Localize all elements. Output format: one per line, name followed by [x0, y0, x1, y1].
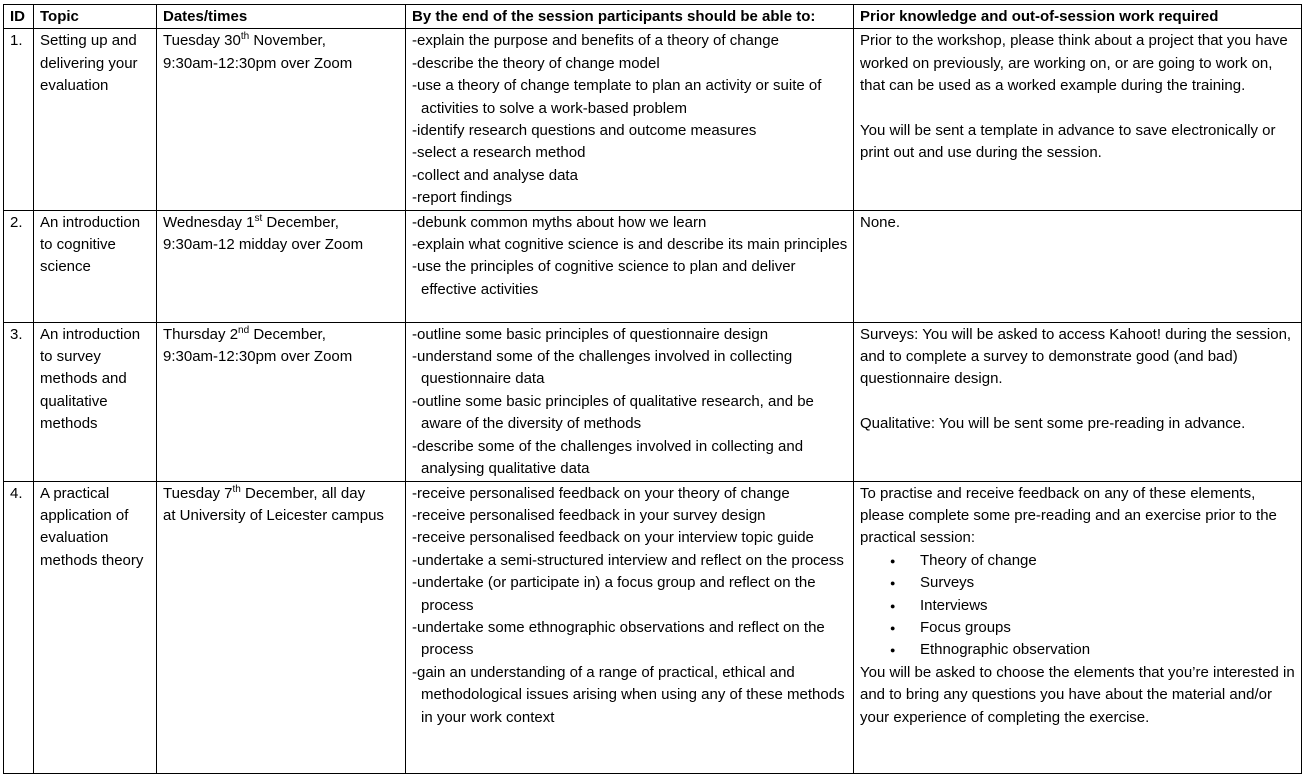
objective-item: -undertake a semi-structured interview and reflect on the process [412, 551, 844, 569]
objective-item: -debunk common myths about how we learn [412, 213, 707, 231]
session-id: 2. [4, 210, 34, 322]
objective-item: -gain an understanding of a range of practical, ethical and methodological issues arising when using any of these methods in your work context [412, 663, 845, 726]
table-row [4, 210, 1302, 322]
session-dates: Tuesday 30th November, 9:30am-12:30pm over Zoom [157, 29, 406, 210]
objective-item: -outline some basic principles of qualitative research, and be aware of the diversity of methods [412, 392, 814, 433]
prior-paragraph: You will be sent a template in advance to save electronically or print out and use during the session. [860, 122, 1276, 162]
list-item: ● Ethnographic observation [890, 639, 1296, 661]
objective-item: -describe some of the challenges involved in collecting and analysing qualitative data [412, 437, 804, 478]
list-item: ● Interviews [890, 595, 1296, 617]
session-dates: Wednesday 1st December, 9:30am-12 midday over Zoom [157, 210, 406, 322]
session-objectives [406, 29, 854, 210]
sessions-table [3, 4, 1302, 774]
session-topic: An introduction to cognitive science [34, 210, 157, 322]
session-id: 3. [4, 322, 34, 481]
header-topic: Topic [34, 5, 157, 29]
objective-item: -undertake some ethnographic observations and reflect on the process [412, 618, 825, 659]
session-topic: An introduction to survey methods and qualitative methods [34, 322, 157, 481]
objective-item: -use a theory of change template to plan an activity or suite of activities to solve a work-based problem [412, 77, 822, 117]
table-row [4, 481, 1302, 773]
prior-paragraph: Surveys: You will be asked to access Kahoot! during the session, and to complete a survey to demonstrate good (and bad) questionnaire design. [860, 325, 1292, 388]
objective-item: -receive personalised feedback in your survey design [412, 506, 766, 524]
objective-item: -describe the theory of change model [412, 54, 660, 72]
objective-item: -receive personalised feedback on your theory of change [412, 484, 790, 502]
objective-item: -identify research questions and outcome measures [412, 122, 757, 140]
list-item: ● Theory of change [890, 550, 1296, 572]
table-row [4, 29, 1302, 210]
header-dates: Dates/times [157, 5, 406, 29]
session-dates: Thursday 2nd December, 9:30am-12:30pm over Zoom [157, 322, 406, 481]
session-prior-work [854, 322, 1302, 481]
objective-item: -select a research method [412, 144, 586, 162]
session-prior-work [854, 481, 1302, 773]
objective-item: -receive personalised feedback on your interview topic guide [412, 529, 814, 547]
session-dates: Tuesday 7th December, all day at University of Leicester campus [157, 481, 406, 773]
header-row [4, 5, 1302, 29]
list-item: ● Focus groups [890, 617, 1296, 639]
session-prior-work [854, 210, 1302, 322]
session-prior-work [854, 29, 1302, 210]
prior-paragraph: Qualitative: You will be sent some pre-reading in advance. [860, 415, 1246, 433]
prior-bullet-list [860, 550, 1296, 662]
objective-item: -understand some of the challenges involved in collecting questionnaire data [412, 348, 793, 388]
prior-paragraph: None. [860, 213, 901, 231]
list-item: ● Surveys [890, 572, 1296, 594]
objective-item: -collect and analyse data [412, 166, 578, 184]
objective-item: -report findings [412, 189, 513, 207]
session-id: 4. [4, 481, 34, 773]
prior-paragraph: You will be asked to choose the elements that you’re interested in and to bring any questions you have about the material and/or your experience of completing the exercise. [860, 663, 1295, 726]
objective-item: -outline some basic principles of questionnaire design [412, 325, 769, 343]
objective-item: -undertake (or participate in) a focus group and reflect on the process [412, 574, 816, 614]
table-row [4, 322, 1302, 481]
prior-paragraph: Prior to the workshop, please think about a project that you have worked on previously, are working on, or are going to work on, that can be used as a worked example during the training. [860, 32, 1288, 95]
header-prior-knowledge: Prior knowledge and out-of-session work required [854, 5, 1302, 29]
session-topic: Setting up and delivering your evaluation [34, 29, 157, 210]
session-objectives [406, 210, 854, 322]
header-objectives: By the end of the session participants should be able to: [406, 5, 854, 29]
session-objectives [406, 322, 854, 481]
prior-paragraph: To practise and receive feedback on any of these elements, please complete some pre-reading and an exercise prior to the practical session: [860, 484, 1277, 547]
session-topic: A practical application of evaluation methods theory [34, 481, 157, 773]
objective-item: -use the principles of cognitive science to plan and deliver effective activities [412, 258, 796, 298]
session-objectives [406, 481, 854, 773]
objective-item: -explain the purpose and benefits of a theory of change [412, 32, 779, 50]
session-id: 1. [4, 29, 34, 210]
objective-item: -explain what cognitive science is and describe its main principles [412, 236, 848, 254]
header-id: ID [4, 5, 34, 29]
